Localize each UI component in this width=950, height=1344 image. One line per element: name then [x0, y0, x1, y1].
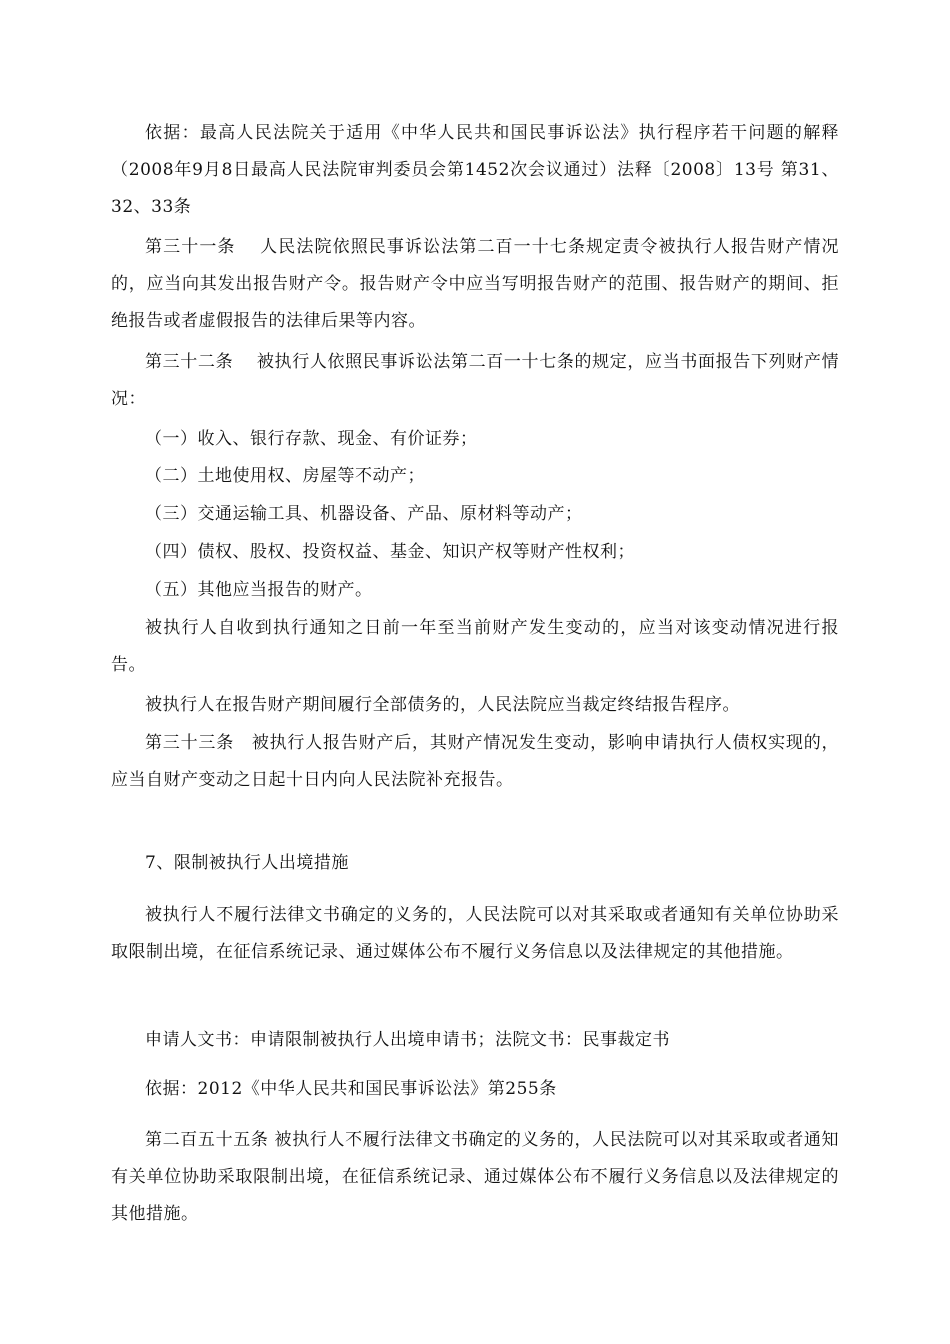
terminate-report-paragraph: 被执行人在报告财产期间履行全部债务的，人民法院应当裁定终结报告程序。: [145, 695, 740, 715]
basis-paragraph-1: 依据：最高人民法院关于适用《中华人民共和国民事诉讼法》执行程序若干问题的解释（2008年9月8日最高人民法院审判委员会第1452次会议通过）法释〔2008〕13号 第31、32、33条: [111, 123, 839, 217]
section-heading-7: 7、限制被执行人出境措施: [145, 853, 349, 873]
list-item-1: （一）收入、银行存款、现金、有价证券；: [145, 429, 478, 449]
list-item-4: （四）债权、股权、投资权益、基金、知识产权等财产性权利；: [145, 542, 635, 562]
list-item-2: （二）土地使用权、房屋等不动产；: [145, 466, 425, 486]
basis-paragraph-2: 依据：2012《中华人民共和国民事诉讼法》第255条: [145, 1079, 557, 1099]
documents-paragraph: 申请人文书：申请限制被执行人出境申请书；法院文书：民事裁定书: [145, 1030, 670, 1050]
article-33-paragraph: 第三十三条 被执行人报告财产后，其财产情况发生变动，影响申请执行人债权实现的，应当自财产变动之日起十日内向人民法院补充报告。: [111, 733, 839, 790]
article-31-paragraph: 第三十一条 人民法院依照民事诉讼法第二百一十七条规定责令被执行人报告财产情况的，应当向其发出报告财产令。报告财产令中应当写明报告财产的范围、报告财产的期间、拒绝报告或者虚假报告的法律后果等内容。: [111, 237, 839, 331]
list-item-5: （五）其他应当报告的财产。: [145, 580, 373, 600]
exit-restriction-paragraph: 被执行人不履行法律文书确定的义务的，人民法院可以对其采取或者通知有关单位协助采取限制出境，在征信系统记录、通过媒体公布不履行义务信息以及法律规定的其他措施。: [111, 905, 839, 962]
change-report-paragraph: 被执行人自收到执行通知之日前一年至当前财产发生变动的，应当对该变动情况进行报告。: [111, 618, 839, 675]
article-32-paragraph: 第三十二条 被执行人依照民事诉讼法第二百一十七条的规定，应当书面报告下列财产情况：: [111, 352, 839, 409]
list-item-3: （三）交通运输工具、机器设备、产品、原材料等动产；: [145, 504, 583, 524]
article-255-paragraph: 第二百五十五条 被执行人不履行法律文书确定的义务的，人民法院可以对其采取或者通知有关单位协助采取限制出境，在征信系统记录、通过媒体公布不履行义务信息以及法律规定的其他措施。: [111, 1130, 839, 1224]
